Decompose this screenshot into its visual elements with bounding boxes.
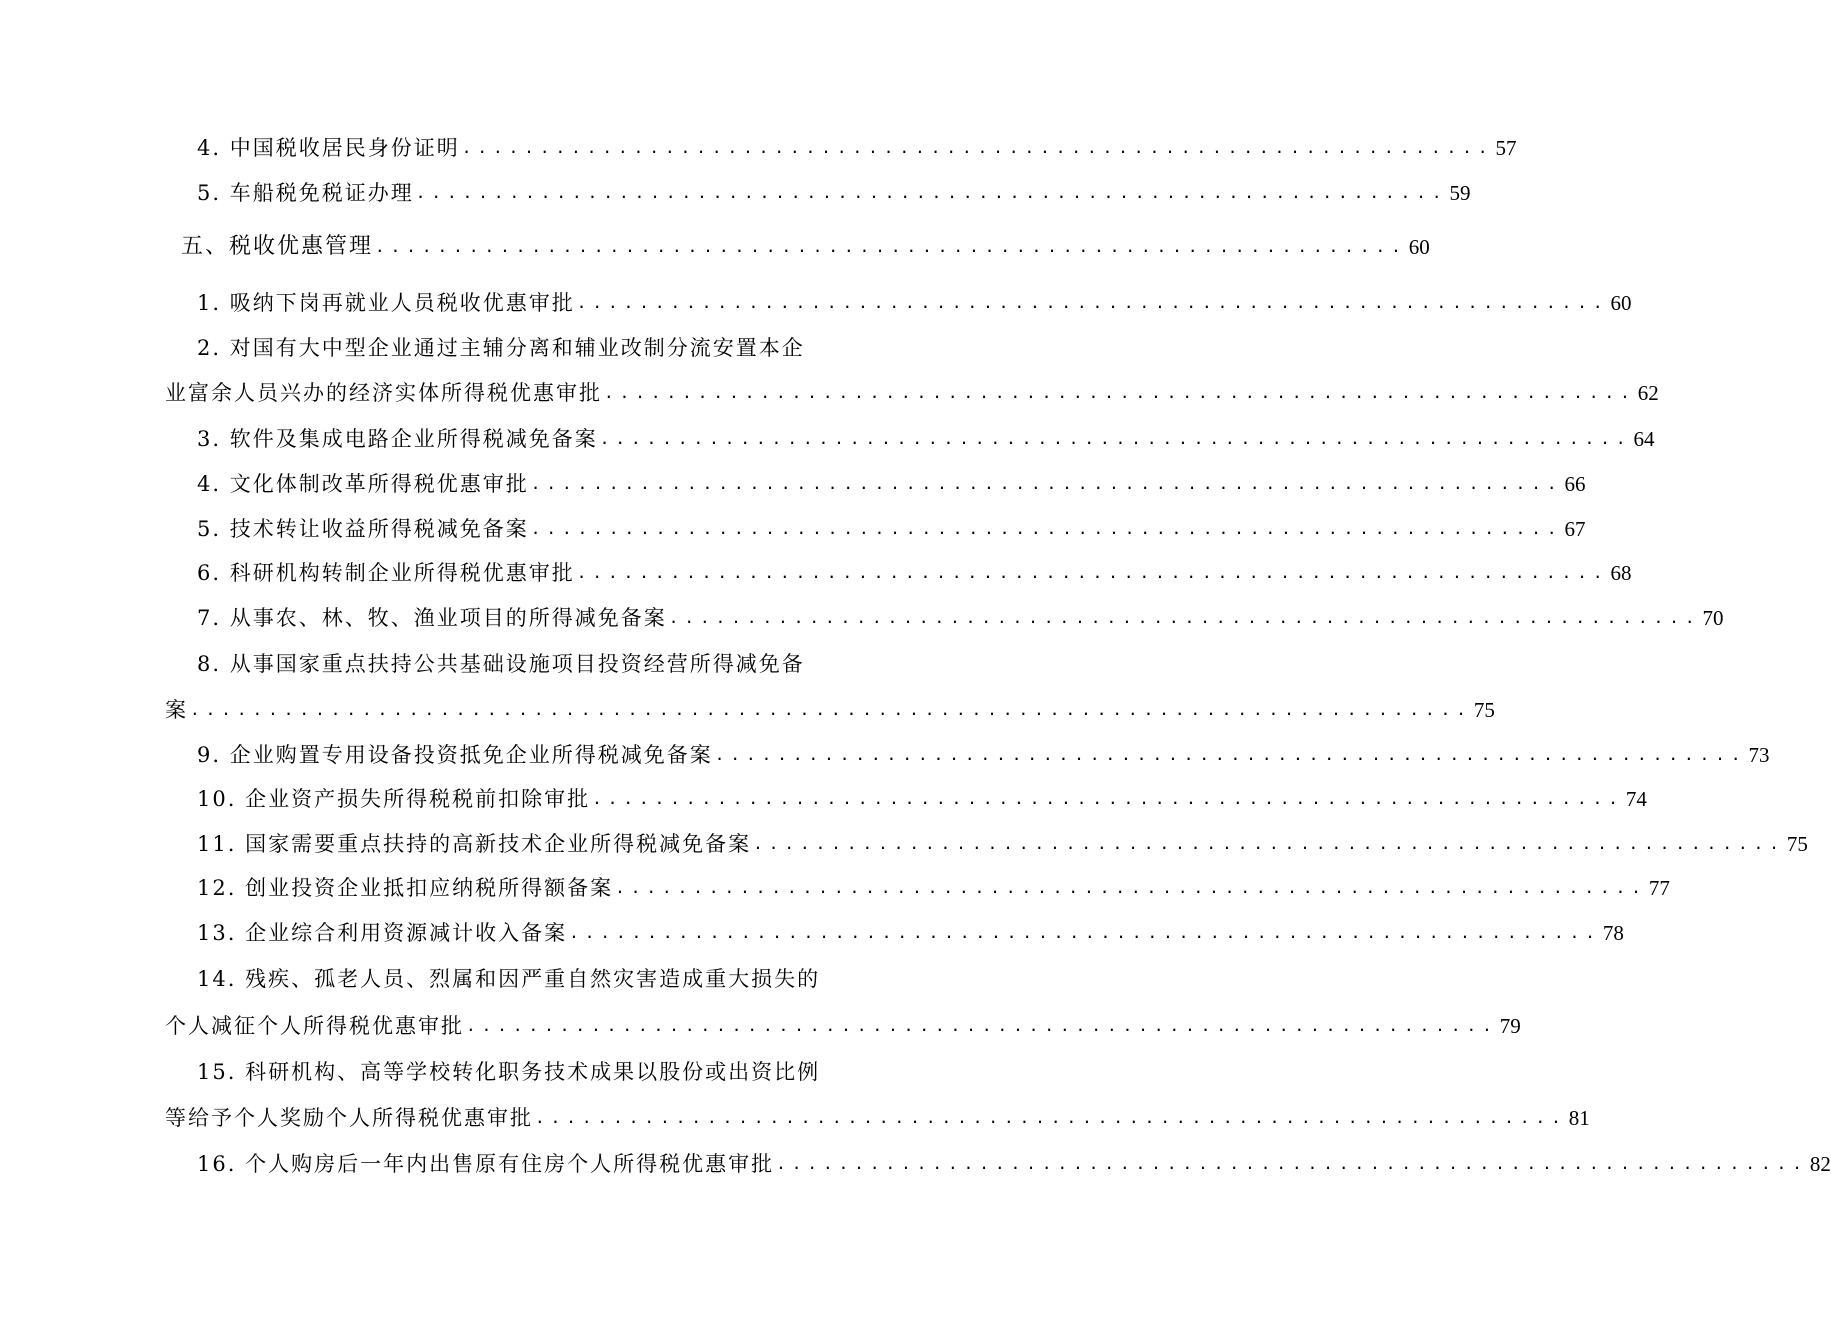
toc-leader-dots: ..................................................................: [753, 834, 1785, 853]
toc-entry-first-line[interactable]: [197, 331, 806, 363]
toc-entry-title: 10. 企业资产损失所得税税前扣除审批: [197, 787, 591, 811]
toc-leader-dots: ..................................................................: [415, 183, 1448, 202]
toc-entry[interactable]: [197, 422, 1655, 454]
toc-leader-dots: ..................................................................: [668, 608, 1701, 627]
toc-leader-dots: ..................................................................: [535, 1108, 1567, 1127]
toc-entry-title: 8. 从事国家重点扶持公共基础设施项目投资经营所得减免备: [197, 652, 805, 676]
toc-leader-dots: ..................................................................: [592, 789, 1624, 808]
toc-entry[interactable]: [197, 286, 1632, 318]
toc-entry-title: 4. 中国税收居民身份证明: [197, 136, 460, 160]
toc-entry[interactable]: [197, 827, 1808, 859]
toc-page-number: 60: [1610, 291, 1632, 315]
toc-entry-title: 12. 创业投资企业抵扣应纳税所得额备案: [197, 876, 614, 900]
toc-leader-dots: ..................................................................: [599, 429, 1632, 448]
toc-entry[interactable]: [197, 916, 1624, 948]
toc-page-number: 59: [1449, 181, 1471, 205]
toc-page-number: 68: [1610, 561, 1632, 585]
toc-page-number: 60: [1408, 235, 1430, 259]
toc-page-number: 74: [1625, 787, 1647, 811]
toc-entry[interactable]: [197, 512, 1586, 544]
toc-entry-title: 等给予个人奖励个人所得税优惠审批: [165, 1106, 533, 1130]
toc-entry-title: 7. 从事农、林、牧、渔业项目的所得减免备案: [197, 606, 667, 630]
toc-page-number: 75: [1473, 698, 1495, 722]
toc-entry-title: 13. 企业综合利用资源减计收入备案: [197, 921, 568, 945]
toc-entry-first-line[interactable]: [197, 962, 821, 994]
toc-leader-dots: ..................................................................: [604, 383, 1636, 402]
toc-entry-first-line[interactable]: [197, 1055, 821, 1087]
toc-entry-title: 16. 个人购房后一年内出售原有住房个人所得税优惠审批: [197, 1152, 775, 1176]
toc-entry-continuation[interactable]: [165, 693, 1495, 725]
toc-page-number: 73: [1748, 743, 1770, 767]
toc-page-number: 62: [1637, 381, 1659, 405]
toc-entry-title: 14. 残疾、孤老人员、烈属和因严重自然灾害造成重大损失的: [197, 967, 821, 991]
toc-leader-dots: ..................................................................: [569, 923, 1601, 942]
toc-entry-title: 5. 车船税免税证办理: [197, 181, 414, 205]
toc-entry-title: 15. 科研机构、高等学校转化职务技术成果以股份或出资比例: [197, 1060, 821, 1084]
toc-entry-continuation[interactable]: [165, 1009, 1521, 1041]
toc-page-number: 78: [1602, 921, 1624, 945]
toc-entry-first-line[interactable]: [197, 647, 806, 679]
toc-page-number: 67: [1564, 517, 1586, 541]
toc-leader-dots: ..................................................................: [615, 878, 1647, 897]
toc-leader-dots: ..................................................................: [530, 519, 1563, 538]
toc-leader-dots: ..................................................................: [714, 745, 1747, 764]
toc-leader-dots: ..................................................................: [530, 474, 1563, 493]
toc-section-heading[interactable]: [181, 230, 1430, 262]
toc-page-number: 77: [1648, 876, 1670, 900]
toc-entry-title: 6. 科研机构转制企业所得税优惠审批: [197, 561, 575, 585]
toc-entry-title: 5. 技术转让收益所得税减免备案: [197, 517, 529, 541]
toc-leader-dots: ..................................................................: [576, 293, 1609, 312]
toc-page-number: 81: [1568, 1106, 1590, 1130]
toc-entry-title: 11. 国家需要重点扶持的高新技术企业所得税减免备案: [197, 832, 752, 856]
toc-page-number: 57: [1495, 136, 1517, 160]
toc-entry[interactable]: [197, 782, 1647, 814]
toc-leader-dots: ..................................................................: [461, 138, 1494, 157]
toc-entry-title: 个人减征个人所得税优惠审批: [165, 1014, 464, 1038]
toc-entry[interactable]: [197, 467, 1586, 499]
toc-entry-continuation[interactable]: [165, 376, 1659, 408]
toc-page-number: 64: [1633, 427, 1655, 451]
toc-entry[interactable]: [197, 131, 1517, 163]
toc-entry[interactable]: [197, 556, 1632, 588]
toc-leader-dots: ..................................................................: [466, 1016, 1498, 1035]
toc-section-title: 五、税收优惠管理: [181, 234, 374, 259]
toc-entry-title: 3. 软件及集成电路企业所得税减免备案: [197, 427, 598, 451]
toc-leader-dots: ..................................................................: [576, 563, 1609, 582]
toc-entry-title: 4. 文化体制改革所得税优惠审批: [197, 472, 529, 496]
toc-entry-title: 1. 吸纳下岗再就业人员税收优惠审批: [197, 291, 575, 315]
toc-entry-continuation[interactable]: [165, 1101, 1590, 1133]
toc-entry[interactable]: [197, 176, 1471, 208]
toc-entry[interactable]: [197, 871, 1670, 903]
toc-page-number: 79: [1499, 1014, 1521, 1038]
toc-entry-title: 业富余人员兴办的经济实体所得税优惠审批: [165, 381, 602, 405]
toc-entry[interactable]: [197, 738, 1770, 770]
toc-entry-title: 9. 企业购置专用设备投资抵免企业所得税减免备案: [197, 743, 713, 767]
toc-page-number: 70: [1702, 606, 1724, 630]
toc-leader-dots: ..................................................................: [776, 1154, 1808, 1173]
toc-entry-title: 2. 对国有大中型企业通过主辅分离和辅业改制分流安置本企: [197, 336, 805, 360]
toc-page-number: 82: [1809, 1152, 1831, 1176]
toc-entry[interactable]: [197, 1147, 1831, 1179]
toc-entry[interactable]: [197, 601, 1724, 633]
toc-leader-dots: ..................................................................................: [190, 700, 1472, 719]
toc-page-number: 66: [1564, 472, 1586, 496]
toc-leader-dots: ..................................................................: [375, 237, 1407, 256]
toc-entry-title: 案: [165, 698, 188, 722]
toc-page-number: 75: [1786, 832, 1808, 856]
